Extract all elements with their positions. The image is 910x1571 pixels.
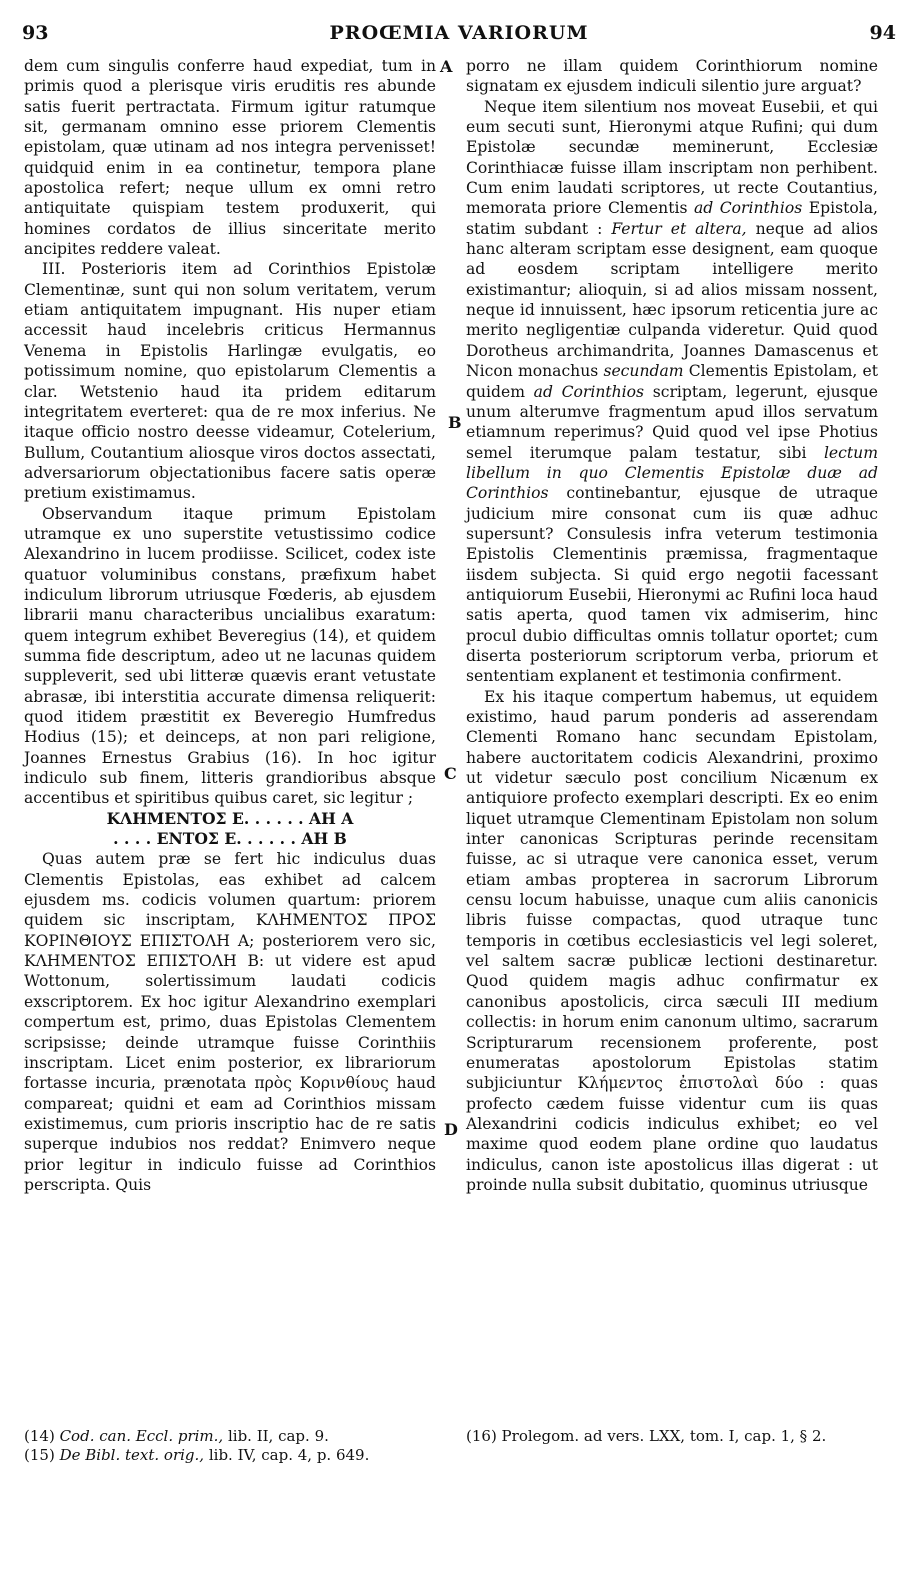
footnote-number: (15): [24, 1446, 55, 1464]
greek-inscription-line: . . . . ΕΝΤΟΣ Ε. . . . . . ΑΗ Β: [113, 829, 347, 849]
footnotes-right: [466, 1427, 878, 1446]
paragraph: Observandum itaque primum Epistolam utramque ex uno superstite vetustissimo codice Alexandrino in lucem prodiisse. Scilicet, codex iste quatuor voluminibus constans, præfixum habet indiculum librorum utriusque Fœderis, ab ejusdem librarii manu characteribus uncialibus exaratum: quem integrum exhibet Beveregius (14), et quidem summa fide descriptum, adeo ut ne lacunas quidem suppleverit, sed ubi litteræ quævis erant vetustate abrasæ, ibi interstitia accurate dimensa reliquerit: quod itidem præstitit ex Beveregio Humfredus Hodius (15); et deinceps, at non pari religione, Joannes Ernestus Grabius (16). In hoc igitur indiculo sub finem, litteris grandioribus absque accentibus et spiritibus quibus caret, sic legitur ;: [24, 504, 436, 808]
page-number-left: 93: [22, 22, 49, 44]
footnote-text: lib. II, cap. 9.: [227, 1427, 329, 1445]
text-run: neque ad alios hanc alteram scriptam esse designent, eam quoque ad eosdem scriptam intelligere merito existimantur; alioquin, si ad alios missam nossent, neque id innuissent, hæc ipsorum reticentia jure ac merito negligentiæ culpanda videretur. Quid quod Dorotheus archimandrita, Joannes Damascenus et Nicon monachus: [466, 219, 878, 381]
right-column: [466, 56, 878, 1195]
footnote-text: lib. IV, cap. 4, p. 649.: [208, 1446, 370, 1464]
italic-run: ad Corinthios: [533, 382, 645, 401]
paragraph: dem cum singulis conferre haud expediat, tum in primis quod a plerisque viris eruditis res abunde satis fuerit pertractata. Firmum igitur ratumque sit, germanam omnino esse priorem Clementis epistolam, quæ utinam ad nos integra pervenisset! quidquid enim in ea continetur, tempora plane apostolica refert; neque ullum ex omni retro antiquitate quispiam testem produxerit, qui homines cordatos de illius sinceritate merito ancipites reddere valeat.: [24, 57, 436, 259]
paragraph: III. Posterioris item ad Corinthios Epistolæ Clementinæ, sunt qui non solum veritatem, verum etiam antiquitatem impugnant. His nuper etiam accessit haud incelebris criticus Hermannus Venema in Epistolis Harlingæ evulgatis, eo potissimum nomine, quo epistolarum Clementis a clar. Wetstenio haud ita pridem editarum integritatem everteret: qua de re mox inferius. Ne itaque officio nostro deesse videamur, Cotelerium, Bullum, Coutantium aliosque viros doctos assectati, adversariorum objectationibus facere satis operæ pretium existimamus.: [24, 260, 436, 503]
left-column: [24, 56, 436, 1195]
paragraph: Quas autem præ se fert hic indiculus duas Clementis Epistolas, eas exhibet ad calcem ejusdem ms. codicis volumen quartum: priorem quidem sic inscriptam, ΚΛΗΜΕΝΤΟΣ ΠΡΟΣ ΚΟΡΙΝΘΙΟΥΣ ΕΠΙΣΤΟΛΗ Α; posteriorem vero sic, ΚΛΗΜΕΝΤΟΣ ΕΠΙΣΤΟΛΗ Β: ut videre est apud Wottonum, solertissimum laudati codicis exscriptorem. Ex hoc igitur Alexandrino exemplari compertum est, primo, duas Epistolas Clementem scripsisse; deinde utramque fuisse Corinthiis inscriptam. Licet enim posterior, ex librariorum fortasse incuria, prænotata πρὸς Κορινθίους haud compareat; quidni et eam ad Corinthios missam existimemus, cum prioris inscriptio hac de re satis superque indubios nos reddat? Enimvero neque prior legitur in indiculo fuisse ad Corinthios perscripta. Quis: [24, 850, 436, 1194]
italic-run: lectum libellum in quo Clementis Epistolæ duæ ad Corinthios: [466, 443, 878, 503]
footnote-title: Cod. can. Eccl. prim.,: [59, 1427, 224, 1445]
text-run: continebantur, ejusque de utraque judicium mire consonat cum iis quæ adhuc supersunt? Consulesis infra veterum testimonia Epistolis Clementinis præmissa, fragmentaque iisdem subjecta. Si quid ergo negotii facessant antiquiorum Eusebii, Hieronymi ac Rufini loca haud satis aperta, quod tamen vix admiserim, hinc procul dubio difficultas omnis tollatur oportet; cum diserta posteriorum scriptorum verba, priorum et sententiam explanent et testimonia confirment.: [466, 484, 878, 686]
margin-letter-d: D: [444, 1120, 458, 1139]
italic-run: Fertur et altera,: [611, 219, 747, 238]
greek-inscription-line: ΚΛΗΜΕΝΤΟΣ Ε. . . . . . ΑΗ Α: [106, 808, 354, 828]
running-title: PROŒMIA VARIORUM: [329, 22, 589, 44]
footnote-15: [24, 1446, 436, 1465]
page-header: [22, 22, 896, 50]
italic-run: secundam: [603, 362, 684, 381]
footnote-14: [24, 1427, 436, 1446]
paragraph: porro ne illam quidem Corinthiorum nomine signatam ex ejusdem indiculi silentio jure arguat?: [466, 57, 878, 96]
footnotes-left: [24, 1427, 436, 1465]
page-number-right: 94: [869, 22, 896, 44]
footnote-title: De Bibl. text. orig.,: [59, 1446, 205, 1464]
text-run: Clementis Epistolam, et quidem: [466, 362, 878, 401]
text-run: Epistola, statim subdant :: [466, 199, 878, 238]
paragraph: [466, 97, 878, 687]
text-run: scriptam, legerunt, ejusque unum alterumve fragmentum apud illos servatum etiamnum reperimus? Quid quod vel ipse Photius semel iterumque palam testatur, sibi: [466, 382, 878, 462]
margin-letter-a: A: [440, 57, 453, 76]
margin-letter-b: B: [448, 413, 462, 432]
paragraph: Ex his itaque compertum habemus, ut equidem existimo, haud parum ponderis ad asserendam Clementi Romano hanc secundam Epistolam, habere auctoritatem codicis Alexandrini, proximo ut videtur sæculo post concilium Nicænum ex antiquiore profecto exemplari descripti. Ex eo enim liquet utramque Clementinam Epistolam non solum inter canonicas Scripturas perinde recensitam fuisse, ac si utraque vere canonica esset, verum etiam ambas propterea in sacrorum Librorum censu locum habuisse, unaque cum aliis canonicis libris fuisse compactas, quod utraque tunc temporis in cœtibus ecclesiasticis vel legi soleret, vel saltem sacræ publicæ lectioni destinaretur. Quod quidem magis adhuc confirmatur ex canonibus apostolicis, circa sæculi III medium collectis: in horum enim canonum ultimo, sacrarum Scripturarum recensionem proferente, post enumeratas apostolorum Epistolas statim subjiciuntur Κλήμεντος ἐπιστολαὶ δύο : quas profecto cædem fuisse videntur cum iis quas Alexandrini codicis indiculus exhibet; eo vel maxime quod eodem plane ordine quo laudatus indiculus, canon iste apostolicus illas digerat : ut proinde nulla subsit dubitatio, quominus utriusque: [466, 687, 878, 1194]
italic-run: ad Corinthios: [693, 199, 803, 218]
footnote-16: (16) Prolegom. ad vers. LXX, tom. I, cap. 1, § 2.: [466, 1427, 827, 1445]
text-run: Neque item silentium nos moveat Eusebii, et qui eum secuti sunt, Hieronymi atque Rufini; qui dum Epistolæ secundæ meminerunt, Ecclesiæ Corinthiacæ fuisse illam inscriptam non perhibent. Cum enim laudati scriptores, ut recte Coutantius, memorata priore Clementis: [466, 97, 878, 218]
footnote-number: (14): [24, 1427, 55, 1445]
margin-letter-c: C: [444, 764, 457, 783]
